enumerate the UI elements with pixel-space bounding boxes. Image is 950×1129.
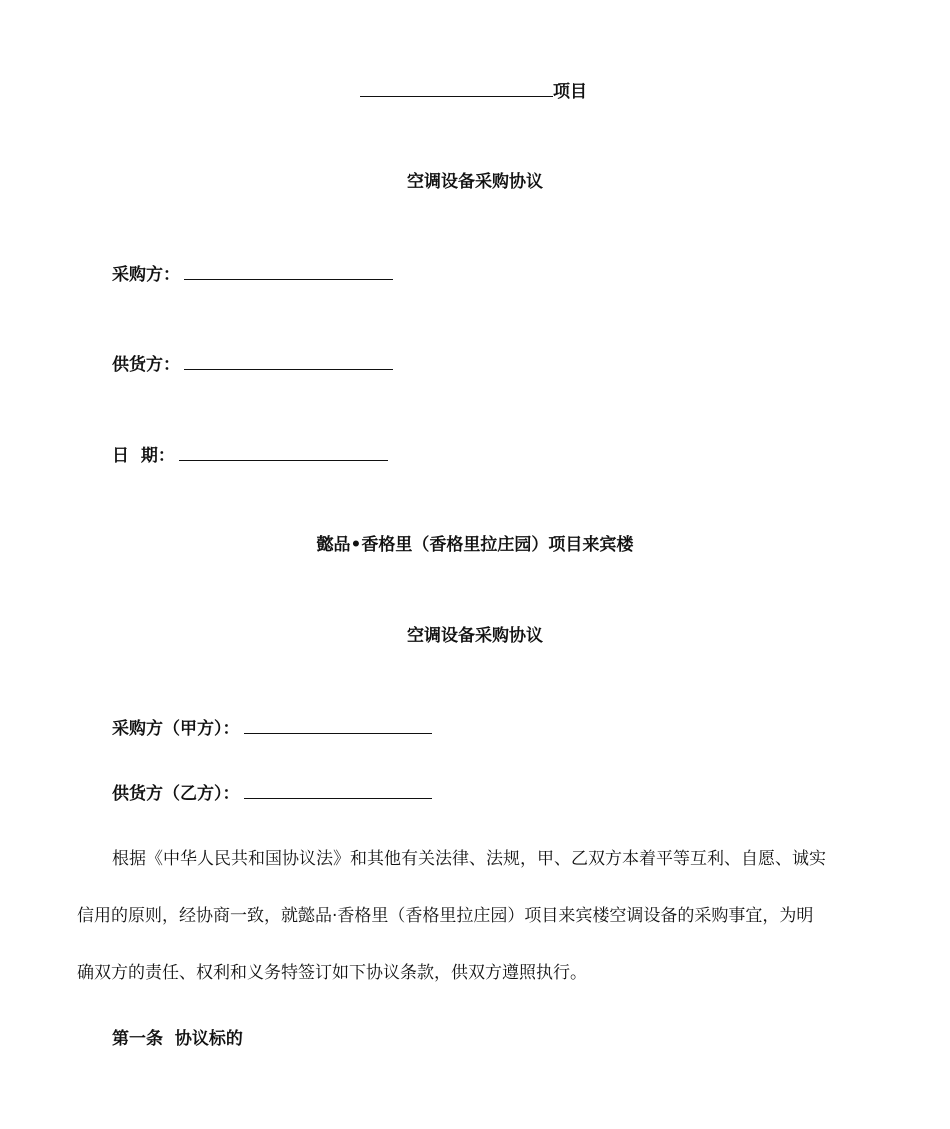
party-b-blank	[244, 781, 432, 799]
date-label: 日 期：	[112, 446, 175, 466]
supplier-blank	[184, 352, 393, 370]
agreement-title: 空调设备采购协议	[407, 626, 543, 646]
preamble-line-3: 确双方的责任、权利和义务特签订如下协议条款，供双方遵照执行。	[77, 963, 587, 983]
project-title-line	[360, 79, 587, 103]
supplier-label: 供货方：	[112, 355, 180, 375]
purchaser-label: 采购方：	[112, 265, 180, 285]
preamble-line-1: 根据《中华人民共和国协议法》和其他有关法律、法规，甲、乙双方本着平等互利、自愿、诚实	[112, 849, 826, 869]
article-1-heading: 第一条 协议标的	[112, 1029, 243, 1049]
date-line	[112, 443, 388, 467]
project-name-title: 懿品•香格里（香格里拉庄园）项目来宾楼	[316, 535, 634, 555]
purchaser-line	[112, 262, 393, 286]
date-blank	[179, 443, 388, 461]
cover-title: 空调设备采购协议	[407, 172, 543, 192]
party-b-label: 供货方（乙方）：	[112, 784, 240, 804]
party-a-blank	[244, 716, 432, 734]
purchaser-blank	[184, 262, 393, 280]
party-a-label: 采购方（甲方）：	[112, 719, 240, 739]
supplier-line	[112, 352, 393, 376]
party-b-line	[112, 781, 432, 805]
project-name-blank	[360, 79, 553, 97]
preamble-line-2: 信用的原则，经协商一致，就懿品·香格里（香格里拉庄园）项目来宾楼空调设备的采购事宜，为明	[77, 906, 814, 926]
party-a-line	[112, 716, 432, 740]
project-title: 项目	[553, 82, 587, 102]
